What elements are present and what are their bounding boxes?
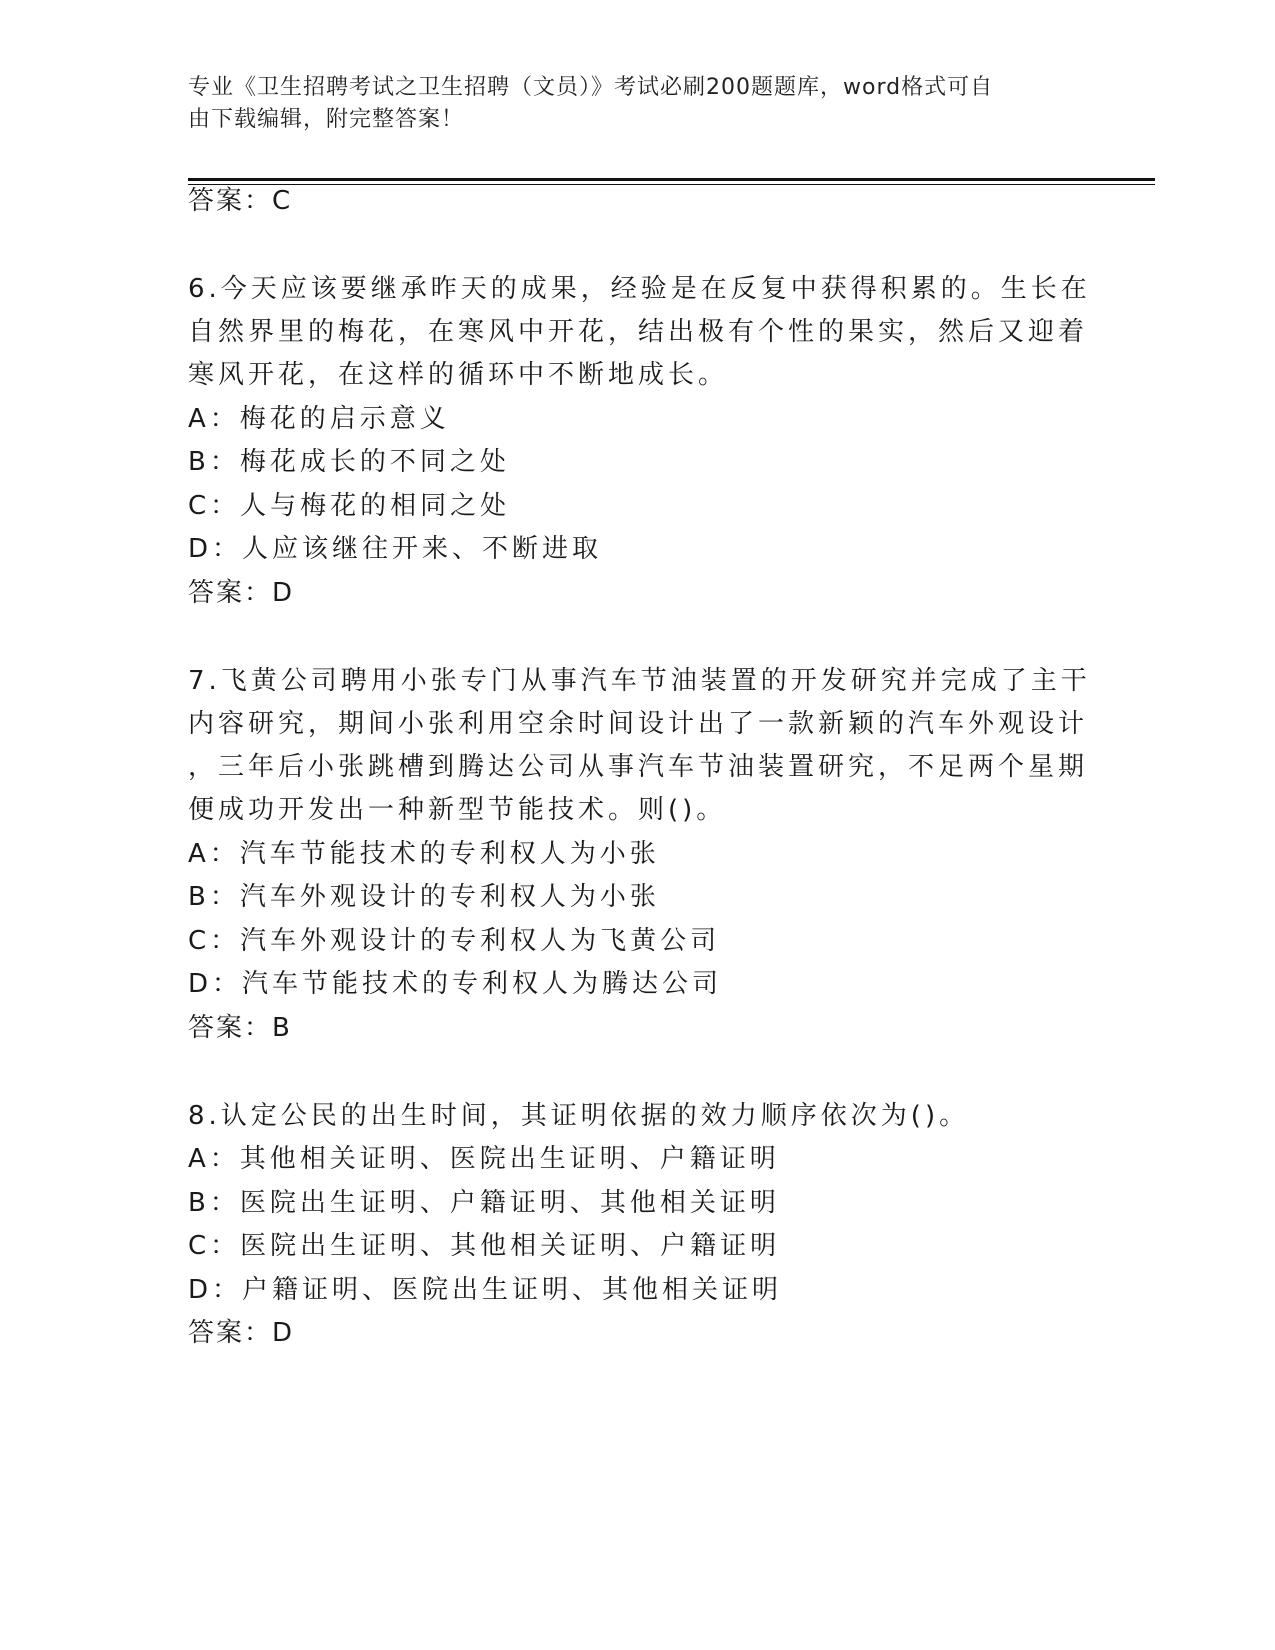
- question-6-stem-line-2: 自然界里的梅花，在寒风中开花，结出极有个性的果实，然后又迎着: [188, 317, 1089, 347]
- question-6-answer: 答案：D: [188, 578, 295, 608]
- question-6-option-c: C：人与梅花的相同之处: [188, 491, 511, 521]
- page-header: [188, 72, 1068, 136]
- question-7-stem-line-4: 便成功开发出一种新型节能技术。则()。: [188, 795, 727, 825]
- header-divider-thick: [188, 178, 1155, 181]
- question-7-stem-line-3: ，三年后小张跳槽到腾达公司从事汽车节油装置研究，不足两个星期: [188, 752, 1089, 782]
- header-line-2: 由下载编辑，附完整答案！: [188, 107, 465, 132]
- previous-answer: 答案：C: [188, 186, 293, 216]
- question-6-option-b: B：梅花成长的不同之处: [188, 447, 510, 477]
- question-7-option-c: C：汽车外观设计的专利权人为飞黄公司: [188, 926, 721, 956]
- question-8-answer: 答案：D: [188, 1318, 295, 1348]
- question-7-answer: 答案：B: [188, 1013, 292, 1043]
- question-7-option-a: A：汽车节能技术的专利权人为小张: [188, 839, 660, 869]
- question-8-option-b: B：医院出生证明、户籍证明、其他相关证明: [188, 1188, 780, 1218]
- question-8-option-c: C：医院出生证明、其他相关证明、户籍证明: [188, 1231, 781, 1261]
- question-7-option-b: B：汽车外观设计的专利权人为小张: [188, 882, 660, 912]
- header-line-1: 专业《卫生招聘考试之卫生招聘（文员）》考试必刷200题题库，word格式可自: [188, 75, 994, 100]
- question-8-stem-line-1: 8.认定公民的出生时间，其证明依据的效力顺序依次为()。: [188, 1101, 970, 1131]
- question-6-option-a: A：梅花的启示意义: [188, 404, 450, 434]
- question-6-option-d: D：人应该继往开来、不断进取: [188, 534, 603, 564]
- question-7-stem-line-2: 内容研究，期间小张利用空余时间设计出了一款新颖的汽车外观设计: [188, 709, 1089, 739]
- question-7-option-d: D：汽车节能技术的专利权人为腾达公司: [188, 969, 723, 999]
- question-6-stem-line-1: 6.今天应该要继承昨天的成果，经验是在反复中获得积累的。生长在: [188, 274, 1091, 304]
- question-7-stem-line-1: 7.飞黄公司聘用小张专门从事汽车节油装置的开发研究并完成了主干: [188, 666, 1091, 696]
- question-6-stem-line-3: 寒风开花，在这样的循环中不断地成长。: [188, 360, 729, 390]
- question-8-option-d: D：户籍证明、医院出生证明、其他相关证明: [188, 1275, 783, 1305]
- question-8-option-a: A：其他相关证明、医院出生证明、户籍证明: [188, 1144, 780, 1174]
- header-divider-thin: [188, 184, 1155, 185]
